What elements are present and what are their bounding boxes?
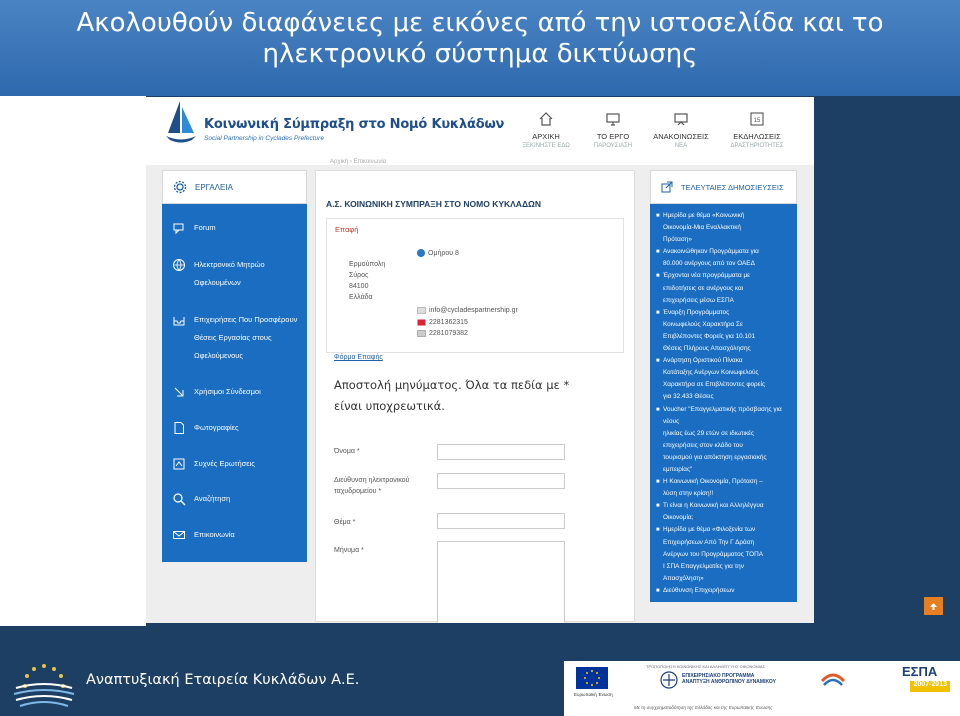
phone-icon xyxy=(417,319,426,326)
calendar-day: 15 xyxy=(753,118,761,124)
street-address xyxy=(417,249,459,257)
tools-header-label: ΕΡΓΑΛΕΙΑ xyxy=(195,182,233,192)
eu-stars-icon xyxy=(576,667,608,689)
espa-years: 2007-2013 xyxy=(910,681,950,692)
news-line: Voucher "Επαγγελματικής πρόσβασης για νέους xyxy=(663,405,782,425)
gear-icon xyxy=(173,180,187,194)
display-icon xyxy=(673,111,689,127)
contact-phone xyxy=(417,319,468,326)
eu-caption: Ευρωπαϊκή Ένωση xyxy=(574,692,613,697)
contact-fax-text: 2281079382 xyxy=(429,330,468,337)
tool-businesses-line2: Θέσεις Εργασίας στους xyxy=(194,333,272,342)
news-line: Πρόταση» xyxy=(663,236,692,244)
news-item[interactable]: ■ Έναρξη Προγράμματος Κοινωφελούς Χαρακτήρα Σε Επιβλέποντες Φορείς για 10.101 Θέσεις Πλήρους Απασχόλησης xyxy=(656,308,756,353)
news-line: Έρχονται νέα προγράμματα με xyxy=(663,272,751,280)
news-line: Ι ΣΠΑ Επαγγελματίες για την xyxy=(663,562,744,570)
nav-home-sub: ΞΕΚΙΝΗΣΤΕ ΕΔΩ xyxy=(522,143,570,149)
external-link-icon xyxy=(661,181,673,193)
nav-home-label: ΑΡΧΙΚΗ xyxy=(532,132,560,141)
link-icon xyxy=(172,385,186,399)
news-line: Κοινωφελούς Χαρακτήρα Σε xyxy=(663,320,743,328)
news-item[interactable]: ■ Ημερίδα με θέμα «Φιλοξενία των Επιχειρήσεων Από Την Γ Δράση Ανέργων του Προγράμματος ΤΟΠΑ Ι ΣΠΑ Επαγγελματίες για την Απασχόληση» xyxy=(656,526,763,582)
footer-organization: Αναπτυξιακή Εταιρεία Κυκλάδων Α.Ε. xyxy=(86,672,360,688)
funding-bottom-line: Με τη συγχρηματοδότηση της Ελλάδας και της Ευρωπαϊκής Ένωσης xyxy=(634,705,773,710)
news-line: Χαρακτήρα σε Επιβλέποντες φορείς xyxy=(663,381,766,389)
name-input[interactable] xyxy=(437,444,565,460)
news-line: Θέσεις Πλήρους Απασχόλησης xyxy=(663,345,751,353)
news-line: επιχειρήσεις μέσω ΕΣΠΑ xyxy=(663,296,734,304)
news-line: Ανάρτηση Οριστικού Πίνακα xyxy=(663,357,743,365)
tool-photos-label: Φωτογραφίες xyxy=(194,423,239,432)
contact-content-panel xyxy=(315,170,635,622)
region-logo-icon xyxy=(820,667,846,689)
news-line: λύση στην κρίση!! xyxy=(663,490,714,498)
address-postcode: 84100 xyxy=(349,283,369,290)
news-line: Ημερίδα με θέμα «Φιλοξενία των xyxy=(663,526,756,534)
news-header-label: ΤΕΛΕΥΤΑΙΕΣ ΔΗΜΟΣΙΕΥΣΕΙΣ xyxy=(681,182,784,192)
scroll-to-top-button[interactable] xyxy=(924,597,943,615)
news-line: Οικονομία; xyxy=(663,514,694,522)
funding-banner xyxy=(564,661,960,716)
address-block xyxy=(349,259,385,303)
tool-registry-line2: Ωφελουμένων xyxy=(194,278,241,287)
arrow-up-icon xyxy=(929,602,938,611)
faq-icon xyxy=(172,457,186,471)
news-line: επιχειρήσεις στον κλάδο του xyxy=(663,441,743,449)
tool-forum-label: Forum xyxy=(194,223,216,232)
news-item[interactable]: ■ Ανακοινώθηκαν Προγράμματα για 80.000 ανέργους από τον ΟΑΕΔ xyxy=(656,248,759,268)
search-icon xyxy=(172,492,186,506)
contact-phone-text: 2281362315 xyxy=(429,319,468,326)
news-line: για 32.433 Θέσεις xyxy=(663,393,714,401)
tools-sidebar xyxy=(162,170,307,562)
tool-businesses[interactable] xyxy=(172,311,297,365)
nav-home[interactable] xyxy=(511,111,581,149)
slide-title xyxy=(0,0,960,96)
address-island: Σύρος xyxy=(349,272,369,279)
nav-events-sub: ΔΡΑΣΤΗΡΙΟΤΗΤΕΣ xyxy=(730,143,784,149)
tool-links[interactable] xyxy=(172,383,261,401)
email-label-line2: ταχυδρομείου * xyxy=(334,488,382,495)
news-line: Ημερίδα με θέμα «Κοινωνική xyxy=(663,212,745,219)
tool-businesses-line3: Ωφελούμενους xyxy=(194,351,244,360)
news-line: επιδοτήσεις σε ανέργους και xyxy=(663,284,744,292)
site-logo-title[interactable]: Κοινωνική Σύμπραξη στο Νομό Κυκλάδων xyxy=(204,117,505,132)
news-line: Ανέργων του Προγράμματος ΤΟΠΑ xyxy=(663,550,763,558)
tool-faq-label: Συχνές Ερωτήσεις xyxy=(194,459,255,468)
subject-input[interactable] xyxy=(437,513,565,529)
news-line: εμπειρίας" xyxy=(663,465,693,473)
mail-icon xyxy=(172,528,186,542)
news-line: τουρισμού για απόκτηση εργασιακής xyxy=(663,453,767,461)
forum-icon xyxy=(172,221,186,235)
home-icon xyxy=(538,111,554,127)
tool-registry-line1: Ηλεκτρονικό Μητρώο xyxy=(194,260,265,269)
tool-search-label: Αναζήτηση xyxy=(194,494,231,503)
document-icon xyxy=(172,421,186,435)
site-logo-subtitle: Social Partnership in Cyclades Prefecture xyxy=(204,135,324,142)
program-line1: ΕΠΙΧΕΙΡΗΣΙΑΚΟ ΠΡΟΓΡΑΜΜΑ xyxy=(682,673,755,679)
news-item[interactable]: ■ Voucher "Επαγγελματικής πρόσβασης για νέους ηλικίας έως 29 ετών σε ιδιωτικές επιχειρήσεις στον κλάδο του τουρισμού για απόκτηση εργασιακής εμπειρίας" xyxy=(656,405,782,473)
stage-left-margin xyxy=(0,96,146,626)
nav-project-label: ΤΟ ΕΡΓΟ xyxy=(596,132,630,141)
news-line: Επιβλέποντες Φορείς για 10.101 xyxy=(663,332,756,340)
street-text: Ομήρου 8 xyxy=(428,249,459,257)
tool-forum[interactable] xyxy=(172,219,216,237)
message-label: Μήνυμα * xyxy=(334,547,364,554)
news-line: Επιχειρήσεων Από Την Γ Δράση xyxy=(663,538,755,546)
site-header xyxy=(146,97,814,165)
name-label: Όνομα * xyxy=(334,448,360,455)
news-line: Οικονομία-Μια Εναλλακτική xyxy=(663,224,741,232)
monitor-icon xyxy=(605,111,621,127)
slide-title-line2: ηλεκτρονικό σύστημα δικτύωσης xyxy=(262,39,698,69)
envelope-icon xyxy=(417,307,426,314)
calendar-icon xyxy=(749,111,765,127)
tool-search[interactable] xyxy=(172,490,230,508)
email-label xyxy=(334,475,409,497)
slide-title-line1: Ακολουθούν διαφάνειες με εικόνες από την ιστοσελίδα και το xyxy=(76,8,884,38)
contact-email-text: info@cycladespartnership.gr xyxy=(429,307,518,314)
espa-logo xyxy=(902,664,950,702)
contact-label: Επαφή xyxy=(335,225,359,234)
content-title: Α.Σ. ΚΟΙΝΩΝΙΚΗ ΣΥΜΠΡΑΞΗ ΣΤΟ ΝΟΜΟ ΚΥΚΛΑΔΩΝ xyxy=(326,199,542,209)
message-textarea[interactable] xyxy=(437,541,565,623)
nav-announcements[interactable] xyxy=(646,111,716,149)
tool-faq[interactable] xyxy=(172,455,255,473)
tool-registry[interactable] xyxy=(172,256,265,292)
program-line2: ΑΝΑΠΤΥΞΗ ΑΝΘΡΩΠΙΝΟΥ ΔΥΝΑΜΙΚΟΥ xyxy=(682,679,776,685)
globe-icon xyxy=(172,258,186,272)
news-item[interactable]: ■ Τι είναι η Κοινωνική και Αλληλέγγυα Οικονομία; xyxy=(656,502,764,522)
email-input[interactable] xyxy=(437,473,565,489)
address-country: Ελλάδα xyxy=(349,294,373,301)
nav-announcements-sub: ΝΕΑ xyxy=(674,143,688,149)
inbox-icon xyxy=(172,313,186,327)
cyclades-development-logo-icon xyxy=(10,660,78,712)
news-header xyxy=(650,170,797,204)
tool-businesses-line1: Επιχειρήσεις Που Προσφέρουν xyxy=(194,315,298,324)
contact-email[interactable] xyxy=(417,307,518,314)
nav-project[interactable] xyxy=(578,111,648,149)
greek-emblem-icon xyxy=(660,671,678,689)
news-item[interactable]: ■ Ημερίδα με θέμα «Κοινωνική Οικονομία-Μια Εναλλακτική Πρόταση» xyxy=(656,212,745,244)
news-list xyxy=(650,210,797,597)
news-line: Απασχόληση» xyxy=(663,574,704,582)
news-item[interactable]: ■ Ανάρτηση Οριστικού Πίνακα Κατάταξης Ανέργων Κοινωφελούς Χαρακτήρα σε Επιβλέποντες φορείς για 32.433 Θέσεις xyxy=(656,357,766,401)
news-line: Έναρξη Προγράμματος xyxy=(663,308,730,316)
subject-label: Θέμα * xyxy=(334,519,356,526)
news-line: Κατάταξης Ανέργων Κοινωφελούς xyxy=(663,369,759,377)
nav-events[interactable] xyxy=(722,111,792,149)
nav-events-label: ΕΚΔΗΛΩΣΕΙΣ xyxy=(733,132,781,141)
tool-photos[interactable] xyxy=(172,419,239,437)
tool-links-label: Χρήσιμοι Σύνδεσμοι xyxy=(194,387,261,396)
eu-flag-icon xyxy=(576,667,608,689)
nav-project-sub: ΠΑΡΟΥΣΙΑΣΗ xyxy=(593,143,633,149)
sailboat-logo-icon xyxy=(164,99,198,145)
news-sidebar xyxy=(650,170,797,602)
news-line: ηλικίας έως 29 ετών σε ιδιωτικές xyxy=(663,429,755,437)
news-line: Η Κοινωνική Οικονομία, Πρόταση – xyxy=(663,478,763,486)
news-line: Ανακοινώθηκαν Προγράμματα για xyxy=(663,248,759,256)
news-line: 80.000 ανέργους από τον ΟΑΕΔ xyxy=(663,260,755,268)
form-heading: Αποστολή μηνύματος. Όλα τα πεδία με * είναι υποχρεωτικά. xyxy=(334,378,570,413)
news-item[interactable]: ■ Έρχονται νέα προγράμματα με επιδοτήσεις σε ανέργους και επιχειρήσεις μέσω ΕΣΠΑ xyxy=(656,272,751,304)
email-label-line1: Διεύθυνση ηλεκτρονικού xyxy=(334,477,410,484)
news-item[interactable]: ■ Διεύθυνση Επιχειρήσεων xyxy=(656,586,735,594)
contact-form-link[interactable]: Φόρμα Επαφής xyxy=(334,354,383,361)
news-item[interactable]: ■ Η Κοινωνική Οικονομία, Πρόταση – λύση στην κρίση!! xyxy=(656,478,763,498)
nav-announcements-label: ΑΝΑΚΟΙΝΩΣΕΙΣ xyxy=(653,132,709,141)
tools-header xyxy=(162,170,307,204)
contact-fax xyxy=(417,330,468,337)
location-icon xyxy=(417,249,425,257)
news-line: Τι είναι η Κοινωνική και Αλληλέγγυα xyxy=(663,502,764,510)
program-text xyxy=(682,673,776,685)
funding-topline: ΤΡΟΠΟΠΟΙΗΣΗ ΚΟΙΝΩΝΙΚΗΣ ΚΑΙ ΑΛΛΗΛΕΓΓΥΗΣ ΟΙΚΟΝΟΜΙΑΣ xyxy=(646,664,766,669)
address-city: Ερμούπολη xyxy=(349,261,386,268)
website-screenshot xyxy=(146,97,814,623)
tool-contact[interactable] xyxy=(172,526,235,544)
fax-icon xyxy=(417,330,426,337)
breadcrumb[interactable]: Αρχική › Επικοινωνία xyxy=(330,159,387,165)
contact-box xyxy=(326,218,624,353)
espa-word: ΕΣΠΑ xyxy=(902,664,938,679)
news-line: Διεύθυνση Επιχειρήσεων xyxy=(663,586,735,594)
tool-contact-label: Επικοινωνία xyxy=(194,530,235,539)
